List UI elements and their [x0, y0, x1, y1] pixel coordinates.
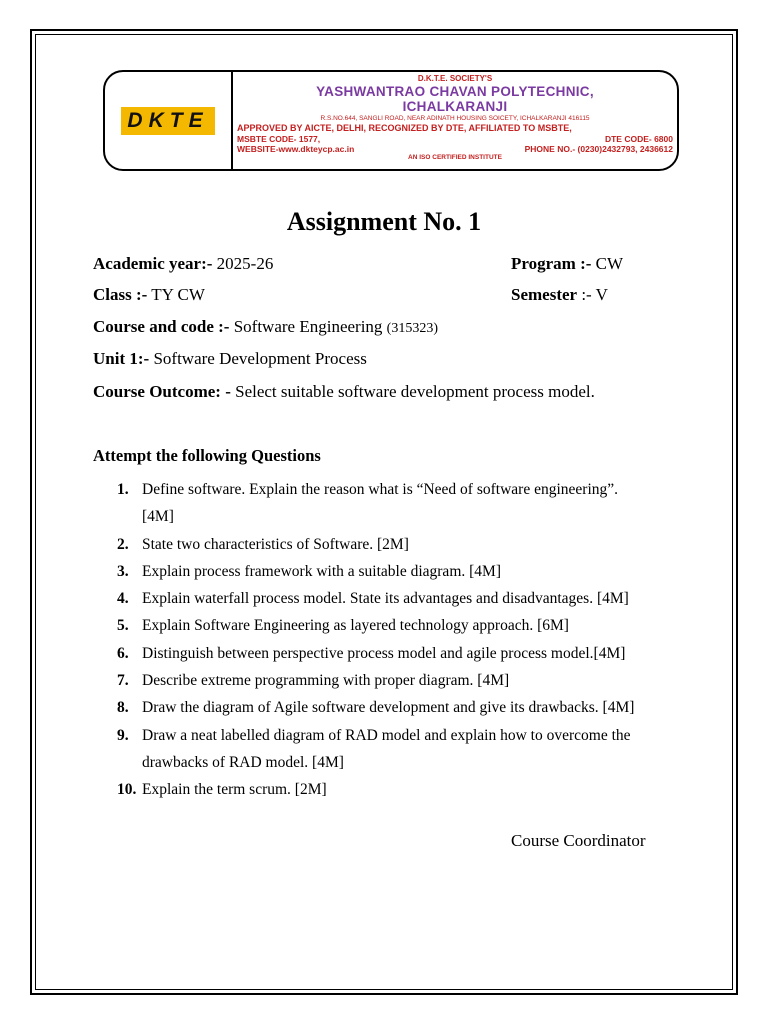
semester-value: :- V: [577, 285, 608, 304]
question-list: [117, 476, 677, 804]
program-label: Program :-: [511, 254, 592, 273]
class-label: Class :-: [93, 285, 148, 304]
question-text-line1: Draw a neat labelled diagram of RAD model and explain how to overcome the: [142, 726, 631, 744]
course-coordinator-signature: Course Coordinator: [511, 831, 646, 850]
question-text: Explain the term scrum. [2M]: [142, 781, 327, 799]
dkte-logo: [121, 107, 214, 135]
question-number: 9.: [117, 726, 129, 744]
question-number: 5.: [117, 617, 129, 635]
question-text: [142, 476, 677, 531]
question-number: 2.: [117, 535, 129, 553]
question-number: 8.: [117, 699, 129, 717]
question-item: [117, 558, 677, 585]
question-text-line1: Define software. Explain the reason what is “Need of software engineering”.: [142, 481, 619, 498]
codes-line: [233, 134, 677, 144]
question-item: [117, 531, 677, 558]
course-code: (315323): [386, 321, 438, 336]
course-label: Course and code :-: [93, 317, 230, 336]
question-item: [117, 585, 677, 612]
iso-line: AN ISO CERTIFIED INSTITUTE: [408, 154, 502, 161]
institute-info: [233, 74, 677, 162]
program-value: CW: [591, 254, 624, 273]
unit-value: Software Development Process: [149, 349, 367, 368]
unit-label: Unit 1:-: [93, 349, 150, 368]
semester-label: Semester: [511, 285, 578, 304]
question-text: State two characteristics of Software. [2M]: [142, 535, 409, 553]
question-text: Explain waterfall process model. State its advantages and disadvantages. [4M]: [142, 590, 629, 608]
question-number: 3.: [117, 562, 129, 580]
course-outcome-label: Course Outcome: -: [93, 382, 231, 401]
question-item: [117, 694, 677, 721]
class-value: TY CW: [147, 285, 205, 304]
academic-year: [93, 254, 273, 274]
society-name: D.K.T.E. SOCIETY'S: [417, 74, 493, 83]
question-text: Explain process framework with a suitable diagram. [4M]: [142, 562, 501, 580]
question-item: [117, 640, 677, 667]
logo-cell: [105, 72, 233, 169]
question-text: Describe extreme programming with proper diagram. [4M]: [142, 672, 510, 690]
question-item: [117, 476, 677, 531]
course-outcome: [93, 382, 595, 402]
unit: [93, 349, 367, 369]
class: [93, 285, 205, 305]
semester: [511, 285, 608, 305]
institute-name-line2: ICHALKARANJI: [402, 99, 508, 114]
academic-year-label: Academic year:-: [93, 254, 213, 273]
question-text: Draw the diagram of Agile software development and give its drawbacks. [4M]: [142, 699, 635, 717]
approval-line: APPROVED BY AICTE, DELHI, RECOGNIZED BY DTE, AFFILIATED TO MSBTE,: [237, 123, 572, 133]
question-text-line2: drawbacks of RAD model. [4M]: [142, 753, 344, 771]
contact-line: [233, 144, 677, 154]
question-number: 6.: [117, 644, 129, 662]
academic-year-value: 2025-26: [212, 254, 274, 273]
question-text: [142, 722, 677, 777]
question-item: [117, 722, 677, 777]
question-text: Distinguish between perspective process model and agile process model.[4M]: [142, 644, 626, 662]
institute-header: [103, 70, 679, 171]
question-text: Explain Software Engineering as layered technology approach. [6M]: [142, 617, 569, 635]
question-number: 1.: [117, 481, 129, 498]
attempt-heading: Attempt the following Questions: [93, 446, 321, 465]
institute-name-line1: YASHWANTRAO CHAVAN POLYTECHNIC,: [316, 84, 594, 99]
question-item: [117, 612, 677, 639]
logo-text: DKTE: [127, 108, 209, 132]
dte-code: DTE CODE- 6800: [604, 134, 673, 144]
question-item: [117, 667, 677, 694]
course-value: Software Engineering: [229, 317, 387, 336]
question-number: 10.: [117, 781, 137, 799]
question-item: [117, 776, 677, 803]
course: [93, 317, 438, 339]
website: WEBSITE-www.dkteycp.ac.in: [237, 144, 355, 154]
question-number: 4.: [117, 590, 129, 608]
phone: PHONE NO.- (0230)2432793, 2436612: [524, 144, 673, 154]
institute-address: R.S.NO.644, SANGLI ROAD, NEAR ADINATH HOUSING SOICETY, ICHALKARANJI 416115: [320, 115, 590, 122]
program: [511, 254, 623, 274]
question-text-line2: [4M]: [142, 508, 174, 526]
assignment-title: Assignment No. 1: [286, 207, 482, 236]
course-outcome-value: Select suitable software development process model.: [230, 382, 595, 401]
msbte-code: MSBTE CODE- 1577,: [237, 134, 321, 144]
question-number: 7.: [117, 672, 129, 690]
